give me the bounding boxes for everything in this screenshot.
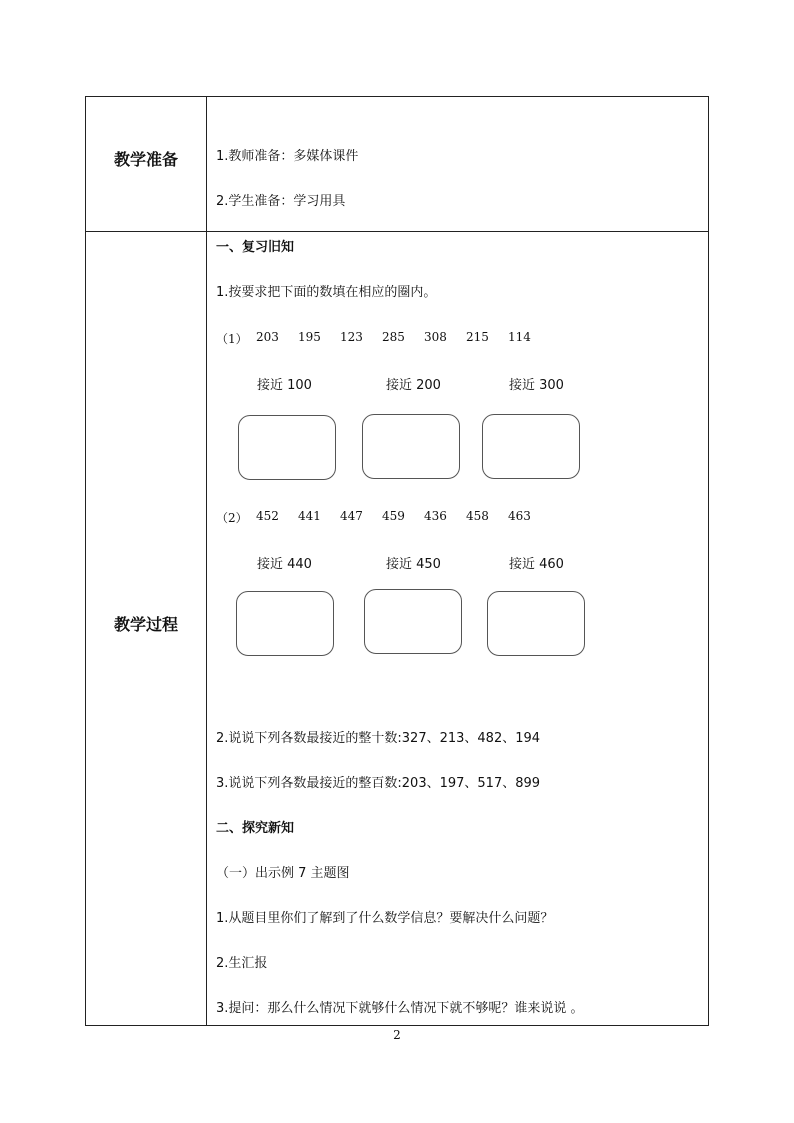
group2-target-label: 接近 450 (386, 557, 441, 572)
column-divider (206, 96, 207, 1026)
group1-number: 203 (256, 330, 279, 344)
group2-answer-box[interactable] (236, 591, 334, 656)
group1-number: 123 (340, 330, 363, 344)
group2-number: 463 (508, 509, 531, 523)
group1-target-label: 接近 200 (386, 378, 441, 393)
group1-number: 308 (424, 330, 447, 344)
prep-item-student: 2.学生准备：学习用具 (216, 194, 346, 209)
group2-prefix: （2） (216, 511, 248, 525)
group2-answer-box[interactable] (487, 591, 585, 656)
group2-number: 458 (466, 509, 489, 523)
group2-answer-box[interactable] (364, 589, 462, 654)
prep-label: 教学准备 (113, 150, 178, 169)
table-left-border (85, 96, 86, 1026)
table-bottom-border (85, 1025, 709, 1026)
group2-number: 441 (298, 509, 321, 523)
row-divider (85, 231, 709, 232)
section-review-title: 一、复习旧知 (216, 240, 295, 255)
table-right-border (708, 96, 709, 1026)
section-explore-title: 二、探究新知 (216, 821, 295, 836)
group2-target-label: 接近 440 (257, 557, 312, 572)
group2-number: 447 (340, 509, 363, 523)
sub-section-1: （一）出示例 7 主题图 (216, 866, 350, 881)
question-2: 2.说说下列各数最接近的整十数:327、213、482、194 (216, 731, 541, 746)
group2-number: 459 (382, 509, 405, 523)
group1-number: 114 (508, 330, 531, 344)
group1-answer-box[interactable] (482, 414, 580, 479)
group1-number-row (216, 330, 616, 346)
process-label: 教学过程 (113, 615, 178, 634)
group1-target-label: 接近 300 (509, 378, 564, 393)
group1-number: 195 (298, 330, 321, 344)
step-1: 1.从题目里你们了解到了什么数学信息？要解决什么问题？ (216, 911, 554, 926)
group1-number: 285 (382, 330, 405, 344)
question-3: 3.说说下列各数最接近的整百数:203、197、517、899 (216, 776, 541, 791)
question-1: 1.按要求把下面的数填在相应的圈内。 (216, 285, 437, 300)
group1-prefix: （1） (216, 332, 248, 346)
step-2: 2.生汇报 (216, 956, 268, 971)
group2-number: 436 (424, 509, 447, 523)
group2-number-row (216, 509, 616, 525)
group1-answer-box[interactable] (238, 415, 336, 480)
group1-number: 215 (466, 330, 489, 344)
group1-target-label: 接近 100 (257, 378, 312, 393)
group2-number: 452 (256, 509, 279, 523)
group1-answer-box[interactable] (362, 414, 460, 479)
group2-target-label: 接近 460 (509, 557, 564, 572)
prep-item-teacher: 1.教师准备：多媒体课件 (216, 149, 359, 164)
page-number: 2 (393, 1028, 401, 1042)
table-top-border (85, 96, 709, 97)
step-3: 3.提问：那么什么情况下就够什么情况下就不够呢？谁来说说 。 (216, 1001, 584, 1016)
